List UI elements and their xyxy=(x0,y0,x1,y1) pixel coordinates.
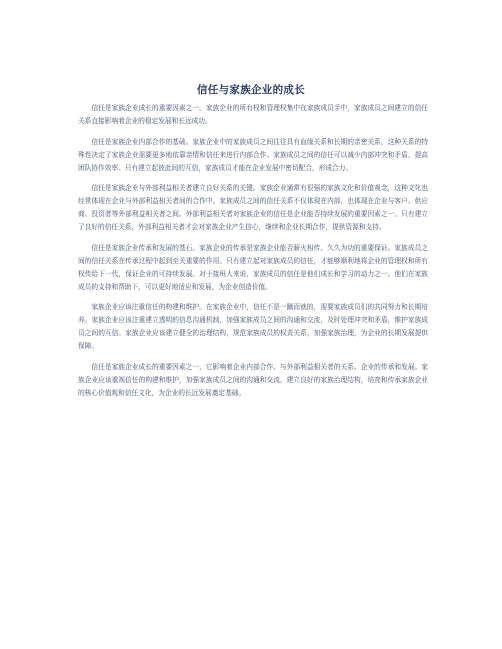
paragraph-1: 信任是家族企业成长的重要因素之一。家族企业的所有权和管理权集中在家族成员手中，家族成员之间建立的信任关系直接影响着企业的稳定发展和长远成功。 xyxy=(78,104,428,125)
paragraph-6: 信任是家族企业成长的重要因素之一，它影响着企业内部合作、与外部利益相关者的关系、企业的传承和发展。家族企业应该重视信任的构建和维护，加强家族成员之间的沟通和交流，建立良好的家族治理结构，培育和传承家族企业的核心价值观和信任文化，为企业的长远发展奠定基础。 xyxy=(78,362,428,397)
paragraph-2: 信任是家族企业内部合作的基础。家族企业中的家族成员之间往往具有血缘关系和长期的亲密关系，这种关系的特殊性决定了家族企业需要更多地依靠亲情和信任来进行内部合作。家族成员之间的信任可以减少内部冲突和矛盾，提高团队协作效率。只有建立起彼此间的互信，家族成员才能在企业发展中密切配合，形成合力。 xyxy=(78,137,428,172)
paragraph-3: 信任是家族企业与外部利益相关者建立良好关系的关键。家族企业通常有很强的家族文化和价值观念，这种文化也经常体现在企业与外部利益相关者间的合作中。家族成员之间的信任关系不仅体现在内部，也体现在企业与客户、供应商、投资者等外部利益相关者之间。外部利益相关者对家族企业的信任是企业能否持续发展的重要因素之一。只有建立了良好的信任关系，外部利益相关者才会对家族企业产生信心，继续和企业长期合作，提供资源和支持。 xyxy=(78,184,428,231)
document-body xyxy=(78,102,428,407)
document-title: 信任与家族企业的成长 xyxy=(197,84,305,96)
paragraph-5: 家族企业应该注重信任的构建和维护。在家族企业中，信任不是一蹴而就的，需要家族成员们的共同努力和长期培养。家族企业应该注重建立透明的信息沟通机制，加强家族成员之间的沟通和交流，及时处理冲突和矛盾，维护家族成员之间的互信。家族企业应该建立健全的治理结构，规范家族成员的权责关系，加强家族治理，为企业的长期发展提供保障。 xyxy=(78,303,428,350)
paragraph-4: 信任是家族企业传承和发展的基石。家族企业的传承是家族企业能否薪火相传、久久为功的重要保证。家族成员之间的信任关系在传承过程中起到至关重要的作用。只有建立起对家族成员的信任，才能够顺利地将企业的管理权和所有权传给下一代，保证企业的可持续发展。对于接班人来说，家族成员的信任是他们成长和学习的动力之一。他们在家族成员的支持和帮助下，可以更好地适应和发展，为企业创造价值。 xyxy=(78,243,428,291)
